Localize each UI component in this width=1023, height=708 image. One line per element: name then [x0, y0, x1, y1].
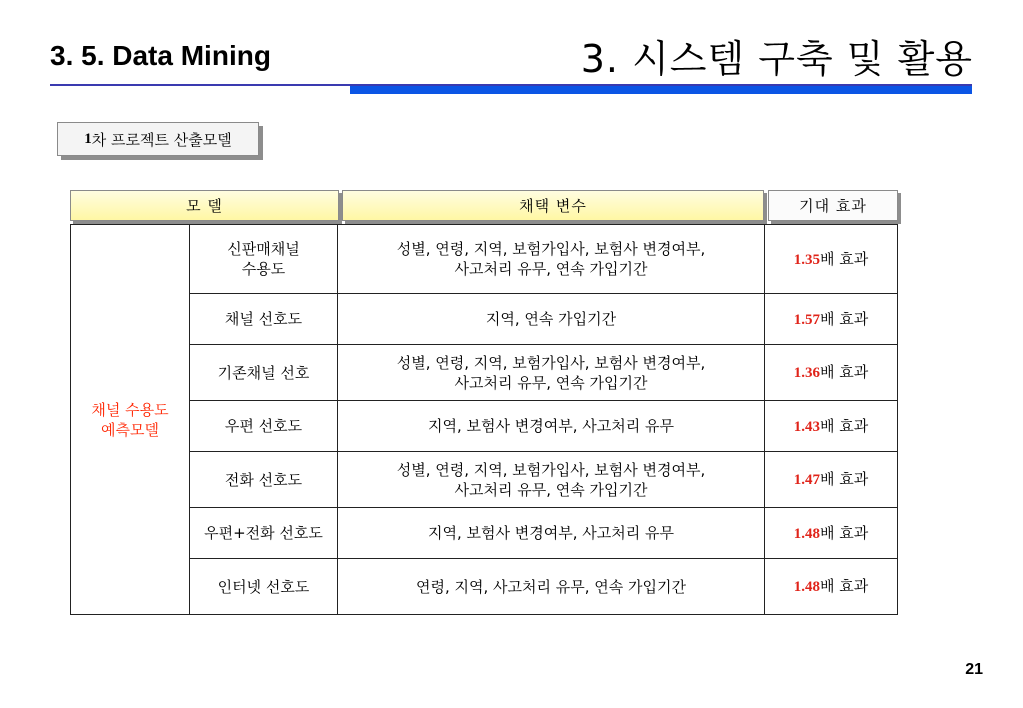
model-name-cell-line: 수용도 — [241, 260, 286, 278]
table-row — [71, 559, 898, 615]
effect-cell — [765, 401, 898, 452]
effect-suffix: 배 효과 — [820, 309, 869, 328]
lift-value: 1.43 — [793, 418, 820, 435]
effect-suffix: 배 효과 — [820, 363, 869, 381]
variables-cell-line: 연령, 지역, 사고처리 유무, 연속 가입기간 — [416, 577, 686, 596]
model-name-cell-line: 기존채널 선호 — [217, 363, 310, 382]
model-name-cell-line: 채널 선호도 — [224, 310, 303, 328]
header-variables: 채택 변수 — [342, 190, 764, 221]
lift-value: 1.35 — [793, 251, 820, 268]
effect-suffix: 배 효과 — [820, 249, 869, 268]
page-title: 3. 시스템 구축 및 활용 — [580, 37, 973, 81]
model-name-cell — [190, 508, 338, 559]
effect-suffix: 배 효과 — [820, 577, 869, 595]
model-name-cell — [190, 294, 338, 345]
subtitle-box — [57, 122, 259, 156]
effect-suffix: 배 효과 — [820, 523, 869, 542]
effect-cell — [765, 508, 898, 559]
lift-value: 1.36 — [793, 365, 820, 381]
subtitle-text: 차 프로젝트 산출모델 — [91, 130, 232, 149]
table-row — [71, 452, 898, 508]
section-title: 3. 5. Data Mining — [50, 40, 271, 71]
effect-cell — [765, 225, 898, 294]
variables-cell-line: 성별, 연령, 지역, 보험가입사, 보험사 변경여부, — [396, 353, 706, 372]
effect-cell — [765, 345, 898, 401]
variables-cell-line: 사고처리 유무, 연속 가입기간 — [454, 480, 648, 499]
page-number: 21 — [965, 661, 983, 678]
subtitle-number: 1 — [84, 130, 92, 147]
model-name-cell-line: 전화 선호도 — [224, 470, 303, 489]
header-model: 모 델 — [70, 190, 339, 221]
lift-value: 1.48 — [793, 579, 820, 595]
lift-value: 1.57 — [793, 311, 820, 328]
variables-cell-line: 지역, 보험사 변경여부, 사고처리 유무 — [428, 417, 674, 435]
table-row — [71, 401, 898, 452]
variables-cell-line: 사고처리 유무, 연속 가입기간 — [454, 260, 648, 278]
model-name-cell — [190, 452, 338, 508]
effect-cell — [765, 294, 898, 345]
variables-cell-line: 지역, 연속 가입기간 — [485, 310, 617, 328]
variables-cell — [338, 508, 765, 559]
table-row — [71, 345, 898, 401]
model-name-cell — [190, 345, 338, 401]
model-name-cell — [190, 559, 338, 615]
model-name-cell-line: 우편+전화 선호도 — [204, 524, 323, 542]
variables-cell — [338, 559, 765, 615]
header-effect: 기대 효과 — [768, 190, 898, 221]
model-group-label-line1: 채널 수용도 — [91, 400, 169, 419]
effect-cell — [765, 452, 898, 508]
model-group-cell — [71, 225, 190, 615]
variables-cell — [338, 225, 765, 294]
effect-suffix: 배 효과 — [820, 470, 869, 488]
table-body — [71, 225, 898, 615]
lift-value: 1.47 — [793, 472, 820, 488]
model-table — [70, 224, 898, 615]
title-rule-thick — [350, 86, 972, 94]
variables-cell — [338, 401, 765, 452]
lift-value: 1.48 — [793, 525, 820, 542]
variables-cell-line: 사고처리 유무, 연속 가입기간 — [454, 373, 648, 392]
variables-cell — [338, 294, 765, 345]
effect-suffix: 배 효과 — [820, 416, 869, 435]
model-name-cell-line: 신판매채널 — [227, 240, 300, 258]
effect-cell — [765, 559, 898, 615]
title-rule — [50, 84, 972, 86]
table-row — [71, 294, 898, 345]
variables-cell-line: 성별, 연령, 지역, 보험가입사, 보험사 변경여부, — [396, 240, 706, 258]
model-name-cell-line: 인터넷 선호도 — [217, 577, 310, 596]
model-name-cell — [190, 225, 338, 294]
variables-cell — [338, 452, 765, 508]
table-row — [71, 508, 898, 559]
model-name-cell — [190, 401, 338, 452]
variables-cell-line: 성별, 연령, 지역, 보험가입사, 보험사 변경여부, — [396, 460, 706, 479]
variables-cell — [338, 345, 765, 401]
variables-cell-line: 지역, 보험사 변경여부, 사고처리 유무 — [428, 524, 674, 542]
model-name-cell-line: 우편 선호도 — [224, 417, 303, 435]
model-group-label-line2: 예측모델 — [101, 420, 159, 439]
table-row — [71, 225, 898, 294]
